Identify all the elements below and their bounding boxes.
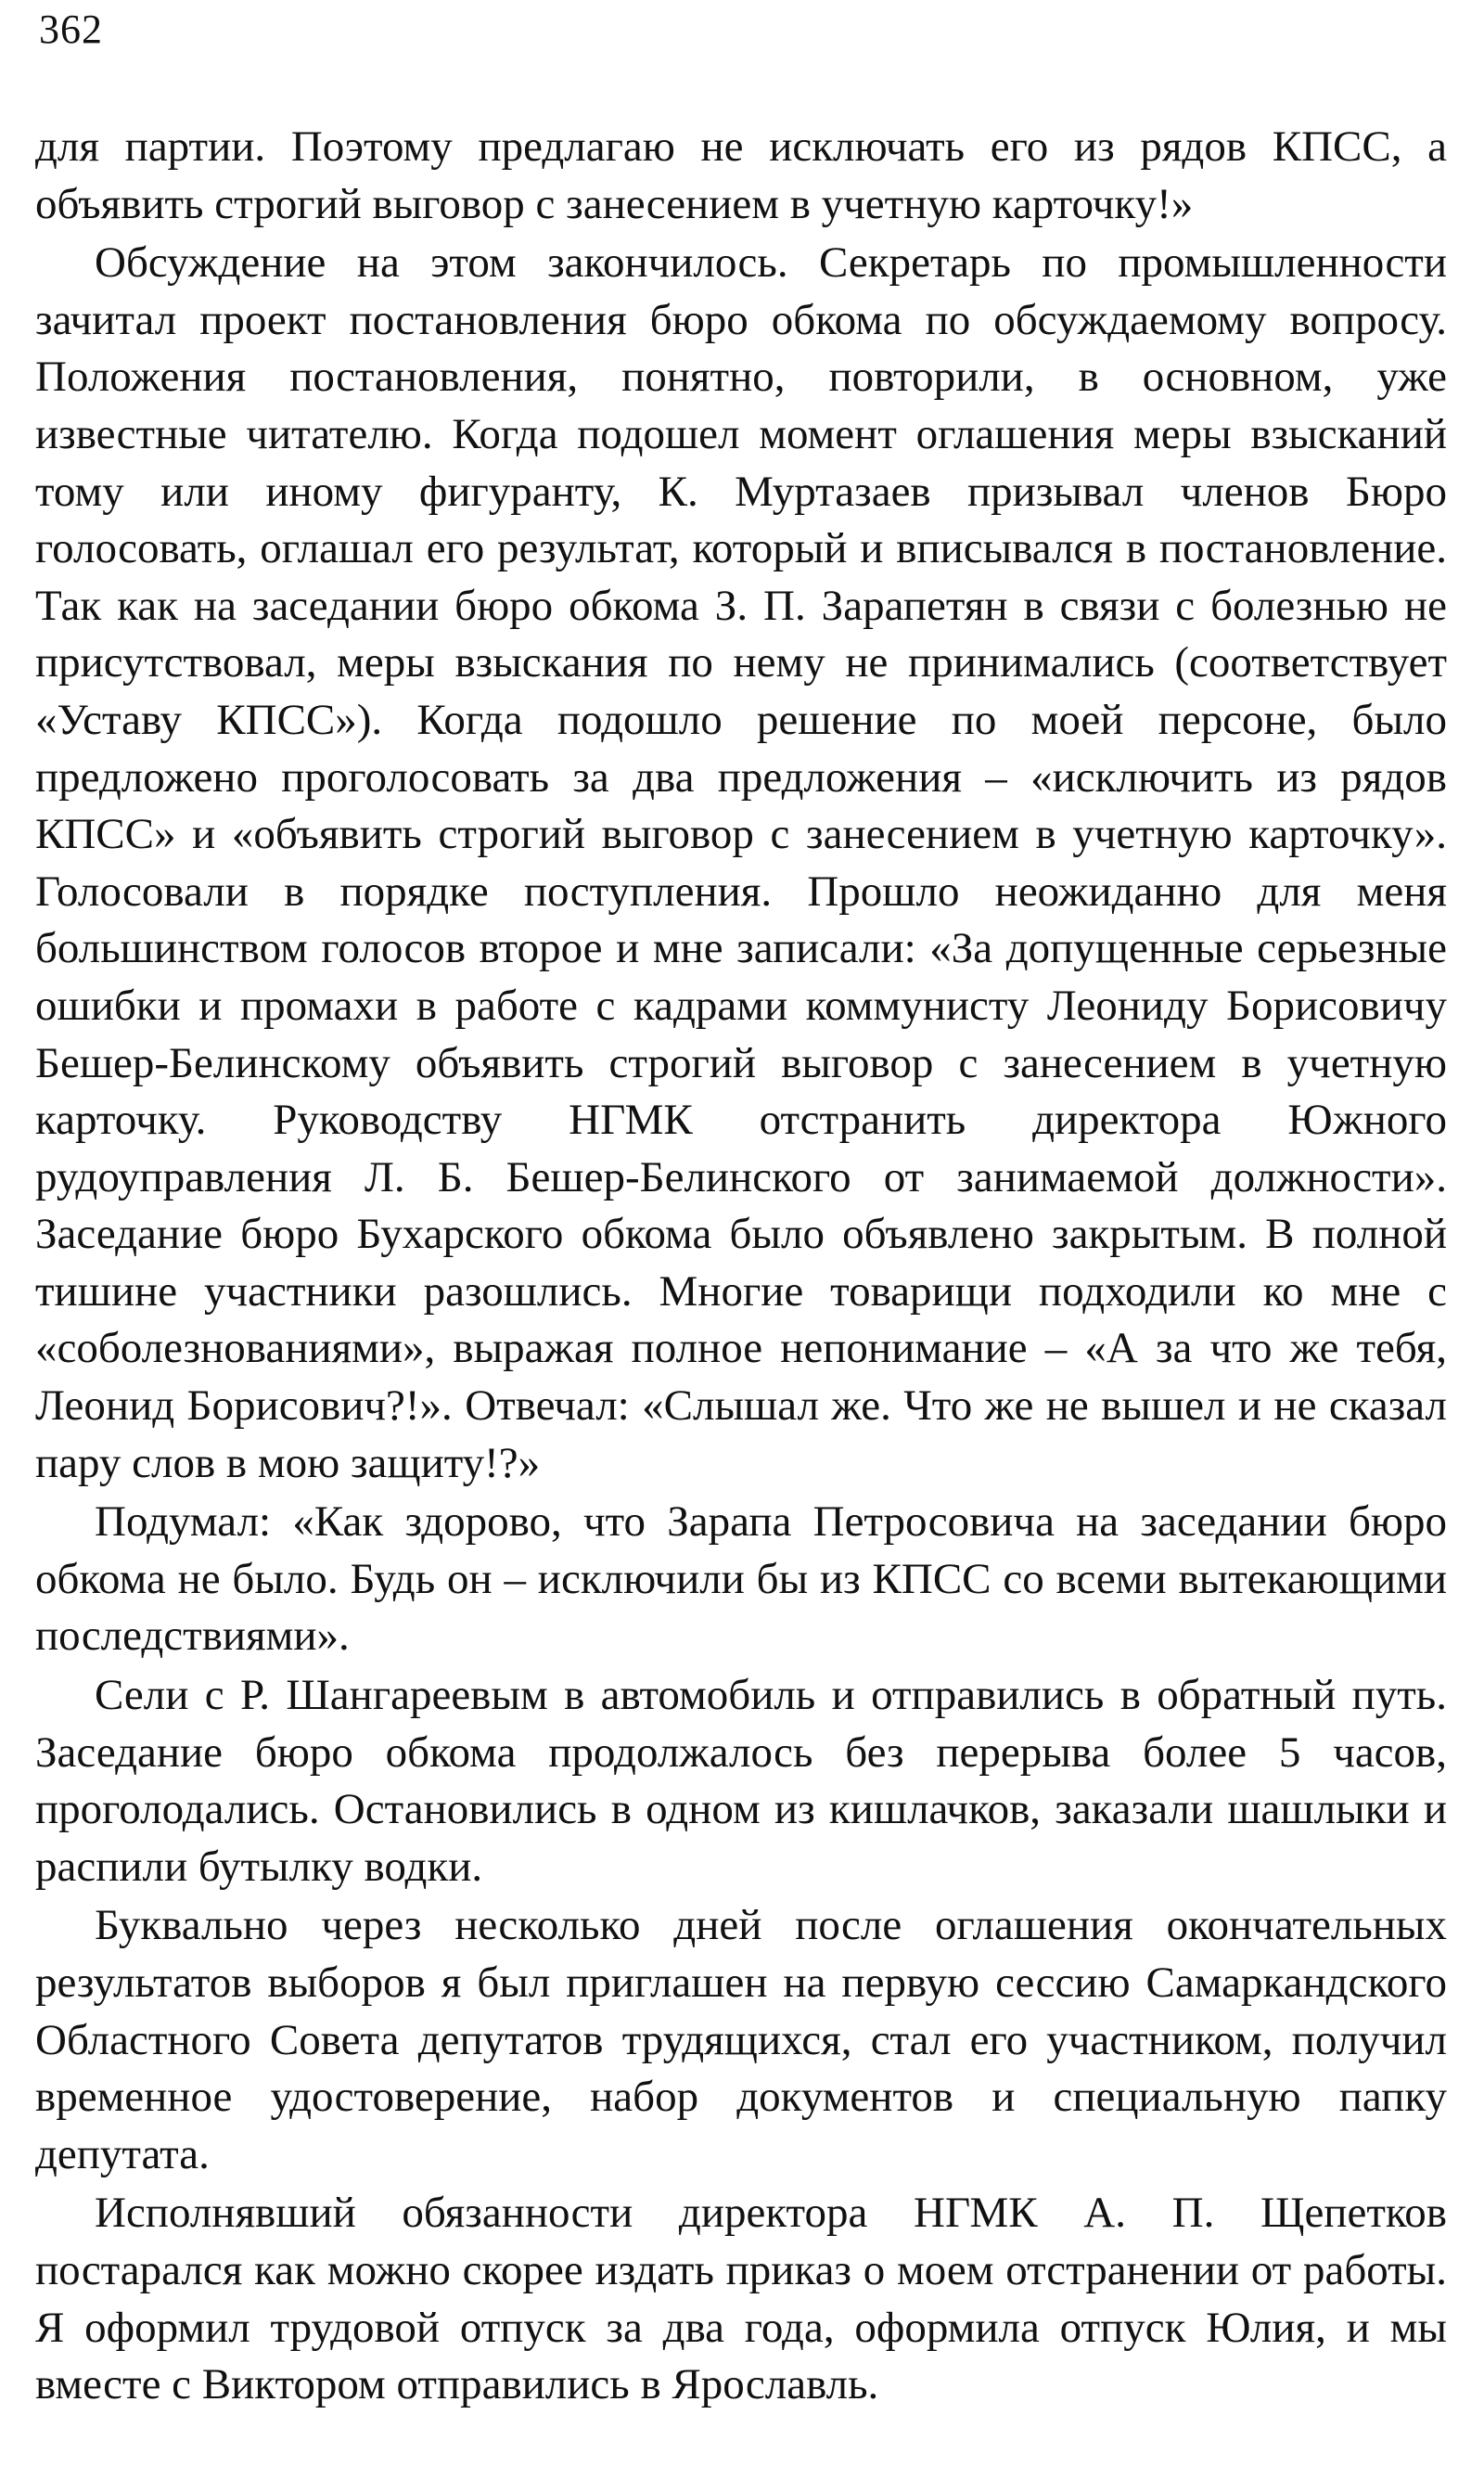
paragraph-1: для партии. Поэтому предлагаю не исключать его из рядов КПСС, а объявить строгий выговор с занесением в учетную карточку!» — [35, 122, 1447, 228]
paragraph-5: Буквально через несколько дней после оглашения окончательных результатов выборов я был приглашен на первую сессию Самаркандского Областного Совета депутатов трудящихся, стал его участником, получил временное удостоверение, набор документов и специальную папку депутата. — [35, 1901, 1447, 2178]
paragraph-4: Сели с Р. Шангареевым в автомобиль и отправились в обратный путь. Заседание бюро обкома продолжалось без перерыва более 5 часов, проголодались. Остановились в одном из кишлачков, заказали шашлыки и распили бутылку водки. — [35, 1671, 1447, 1891]
paragraph-6: Исполнявший обязанности директора НГМК А. П. Щепетков постарался как можно скорее издать приказ о моем отстранении от работы. Я оформил трудовой отпуск за два года, оформила отпуск Юлия, и мы вместе с Виктором отправились в Ярославль. — [35, 2189, 1447, 2409]
paragraph-2: Обсуждение на этом закончилось. Секретарь по промышленности зачитал проект постановления бюро обкома по обсуждаемому вопросу. Положения постановления, понятно, повторили, в основном, уже известные читателю. Когда подошел момент оглашения меры взысканий тому или иному фигуранту, К. Муртазаев призывал членов Бюро голосовать, оглашал его результат, который и вписывался в постановление. Так как на заседании бюро обкома З. П. Зарапетян в связи с болезнью не присутствовал, меры взыскания по нему не принимались (соответствует «Уставу КПСС»). Когда подошло решение по моей персоне, было предложено проголосовать за два предложения – «исключить из рядов КПСС» и «объявить строгий выговор с занесением в учетную карточку». Голосовали в порядке поступления. Прошло неожиданно для меня большинством голосов второе и мне записали: «За допущенные серьезные ошибки и промахи в работе с кадрами коммунисту Леониду Борисовичу Бешер-Белинскому объявить строгий выговор с занесением в учетную карточку. Руководству НГМК отстранить директора Южного рудоуправления Л. Б. Бешер-Белинского от занимаемой должности». Заседание бюро Бухарского обкома было объявлено закрытым. В полной тишине участники разошлись. Многие товарищи подходили ко мне с «соболезнованиями», выражая полное непонимание – «А за что же тебя, Леонид Борисович?!». Отвечал: «Слышал же. Что же не вышел и не сказал пару слов в мою защиту!?» — [35, 238, 1447, 1487]
page-number: 362 — [39, 6, 103, 52]
body-text — [35, 119, 1447, 2414]
paragraph-3: Подумал: «Как здорово, что Зарапа Петросовича на заседании бюро обкома не было. Будь он – исключили бы из КПСС со всеми вытекающими последствиями». — [35, 1497, 1447, 1661]
